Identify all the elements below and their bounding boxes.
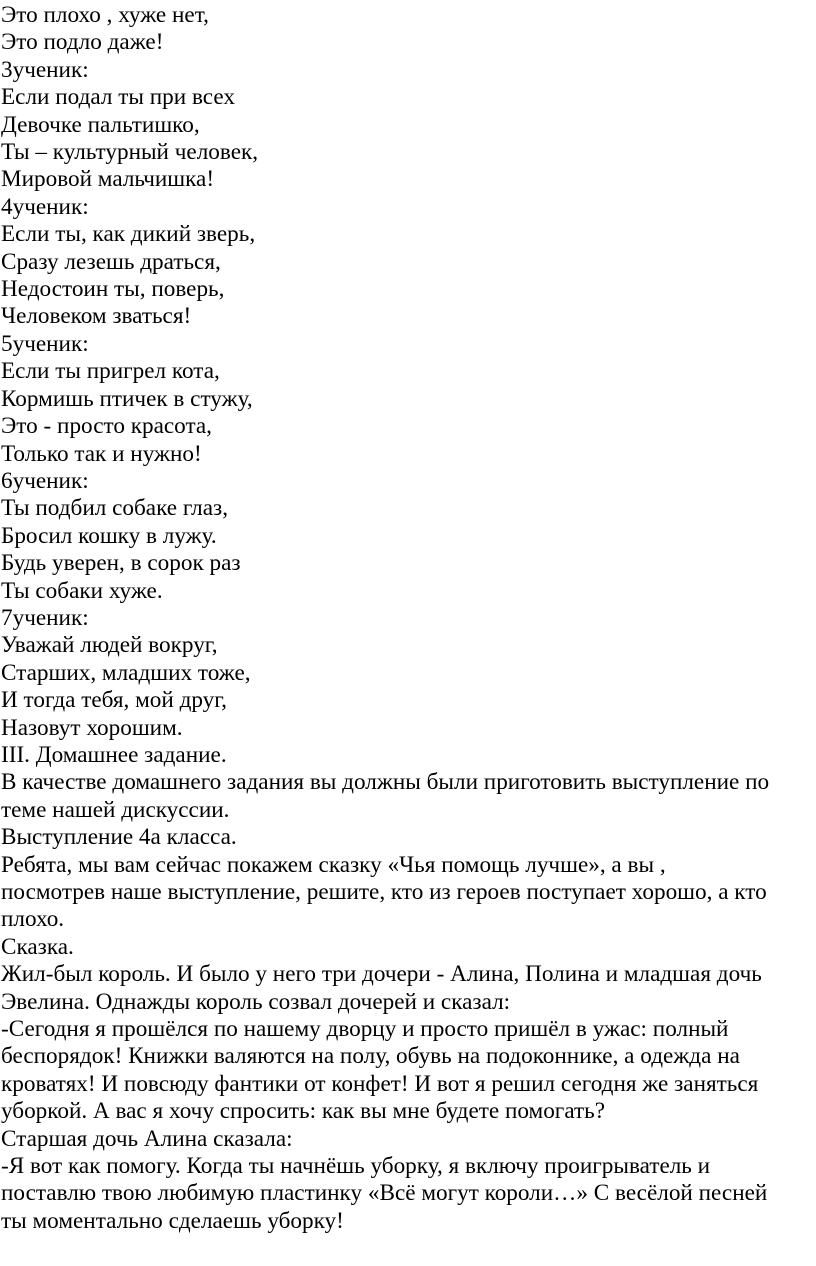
speaker-label: 4ученик: <box>1 193 89 220</box>
story-heading: Сказка. <box>1 933 74 960</box>
paragraph-line: кроватях! И повсюду фантики от конфет! И вот я решил сегодня же заняться <box>1 1070 759 1097</box>
poem-line: Это - просто красота, <box>1 413 212 440</box>
paragraph-line: беспорядок! Книжки валяются на полу, обувь на подоконнике, а одежда на <box>1 1043 740 1070</box>
poem-line: Мировой мальчишка! <box>1 166 215 193</box>
poem-line: Если ты пригрел кота, <box>1 358 220 385</box>
poem-line: Это плохо , хуже нет, <box>1 2 209 28</box>
paragraph-line: Жил-был король. И было у него три дочери - Алина, Полина и младшая дочь <box>1 961 762 988</box>
poem-line: Старших, младших тоже, <box>1 659 251 686</box>
paragraph-line: уборкой. А вас я хочу спросить: как вы мне будете помогать? <box>1 1098 606 1125</box>
paragraph-line: -Я вот как помогу. Когда ты начнёшь уборку, я включу проигрыватель и <box>1 1153 711 1180</box>
poem-line: Назовут хорошим. <box>1 714 183 741</box>
paragraph-line: плохо. <box>1 906 65 933</box>
poem-line: Если подал ты при всех <box>1 84 235 111</box>
speaker-label: 6ученик: <box>1 467 89 494</box>
paragraph-line: Эвелина. Однажды король созвал дочерей и сказал: <box>1 988 511 1015</box>
poem-line: Только так и нужно! <box>1 440 202 467</box>
poem-line: Ты – культурный человек, <box>1 139 259 166</box>
poem-line: И тогда тебя, мой друг, <box>1 687 227 714</box>
paragraph-line: В качестве домашнего задания вы должны были приготовить выступление по <box>1 769 770 796</box>
paragraph-line: Старшая дочь Алина сказала: <box>1 1125 293 1152</box>
paragraph-line: -Сегодня я прошёлся по нашему дворцу и просто пришёл в ужас: полный <box>1 1016 729 1043</box>
poem-line: Девочке пальтишко, <box>1 111 200 138</box>
section-heading: III. Домашнее задание. <box>1 741 227 768</box>
poem-line: Человеком зваться! <box>1 303 192 330</box>
poem-line: Ты собаки хуже. <box>1 577 163 604</box>
paragraph-line: Выступление 4а класса. <box>1 824 237 851</box>
speaker-label: 7ученик: <box>1 604 89 631</box>
poem-line: Недостоин ты, поверь, <box>1 276 225 303</box>
poem-line: Если ты, как дикий зверь, <box>1 221 256 248</box>
paragraph-line: поставлю твою любимую пластинку «Всё могут короли…» С весёлой песней <box>1 1180 768 1207</box>
speaker-label: 5ученик: <box>1 330 89 357</box>
speaker-label: 3ученик: <box>1 56 89 83</box>
poem-line: Уважай людей вокруг, <box>1 632 218 659</box>
paragraph-line: теме нашей дискуссии. <box>1 796 230 823</box>
poem-line: Сразу лезешь драться, <box>1 248 221 275</box>
poem-line: Кормишь птичек в стужу, <box>1 385 253 412</box>
poem-line: Это подло даже! <box>1 29 164 56</box>
paragraph-line: ты моментально сделаешь уборку! <box>1 1207 344 1234</box>
poem-line: Ты подбил собаке глаз, <box>1 495 228 522</box>
poem-line: Бросил кошку в лужу. <box>1 522 217 549</box>
paragraph-line: Ребята, мы вам сейчас покажем сказку «Чья помощь лучше», а вы , <box>1 851 666 878</box>
poem-line: Будь уверен, в сорок раз <box>1 550 241 577</box>
paragraph-line: посмотрев наше выступление, решите, кто из героев поступает хорошо, а кто <box>1 879 767 905</box>
